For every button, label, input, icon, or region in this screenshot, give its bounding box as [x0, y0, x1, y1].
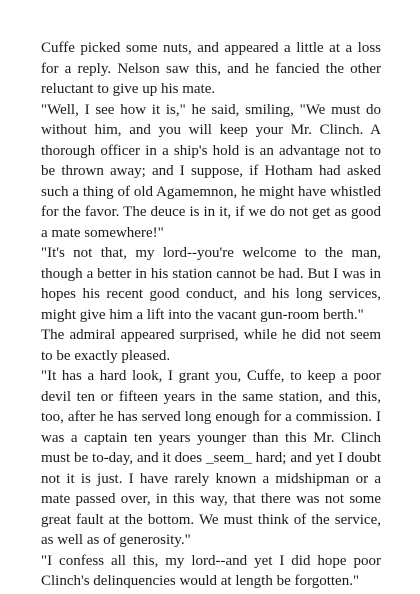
page-text — [41, 38, 381, 592]
paragraph-1: Cuffe picked some nuts, and appeared a little at a loss for a reply. Nelson saw this, and he fancied the other reluctant to give up his mate. — [41, 40, 381, 97]
paragraph-5: "It has a hard look, I grant you, Cuffe, to keep a poor devil ten or fifteen years in the same station, and this, too, after he has served long enough for a commission. I was a captain ten years younger than this Mr. Clinch must be to-day, and it does _seem_ hard; and yet I doubt not it is just. I have rarely known a midshipman or a mate passed over, in this way, that there was not some great fault at the bottom. We must think of the service, as well as of generosity." — [41, 368, 381, 548]
paragraph-3: "It's not that, my lord--you're welcome to the man, though a better in his station cannot be had. But I was in hopes his recent good conduct, and his long services, might give him a lift into the vacant gun-room berth." — [41, 245, 381, 323]
paragraph-4: The admiral appeared surprised, while he did not seem to be exactly pleased. — [41, 327, 381, 364]
paragraph-2: "Well, I see how it is," he said, smiling, "We must do without him, and you will keep your Mr. Clinch. A thorough officer in a ship's hold is an advantage not to be thrown away; and I suppose, if Hotham had asked such a thing of old Agamemnon, he might have whistled for the favor. The deuce is in it, if we do not get as good a mate somewhere!" — [41, 101, 381, 241]
paragraph-6: "I confess all this, my lord--and yet I did hope poor Clinch's delinquencies would at length be forgotten." — [41, 552, 381, 589]
